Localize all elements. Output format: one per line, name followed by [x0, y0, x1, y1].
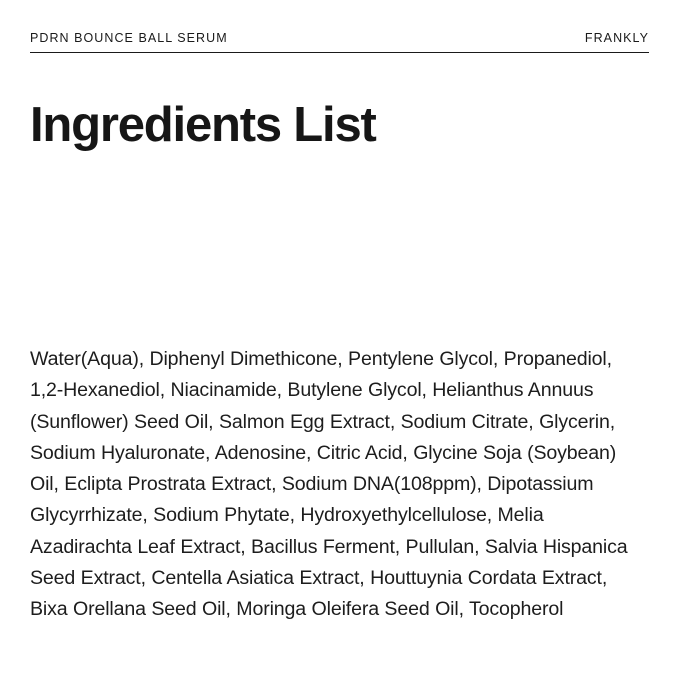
ingredients-body-text: Water(Aqua), Diphenyl Dimethicone, Pentylene Glycol, Propanediol, 1,2-Hexanediol, Niacinamide, Butylene Glycol, Helianthus Annuus (Sunflower) Seed Oil, Salmon Egg Extract, Sodium Citrate, Glycerin, Sodium Hyaluronate, Adenosine, Citric Acid, Glycine Soja (Soybean) Oil, Eclipta Prostrata Extract, Sodium DNA(108ppm), Dipotassium Glycyrrhizate, Sodium Phytate, Hydroxyethylcellulose, Melia Azadirachta Leaf Extract, Bacillus Ferment, Pullulan, Salvia Hispanica Seed Extract, Centella Asiatica Extract, Houttuynia Cordata Extract, Bixa Orellana Seed Oil, Moringa Oleifera Seed Oil, Tocopherol: [30, 348, 628, 621]
product-name-label: PDRN BOUNCE BALL SERUM: [30, 31, 228, 45]
page-title: Ingredients List: [30, 98, 376, 152]
brand-label: FRANKLY: [584, 31, 649, 45]
document-header: [30, 0, 649, 53]
